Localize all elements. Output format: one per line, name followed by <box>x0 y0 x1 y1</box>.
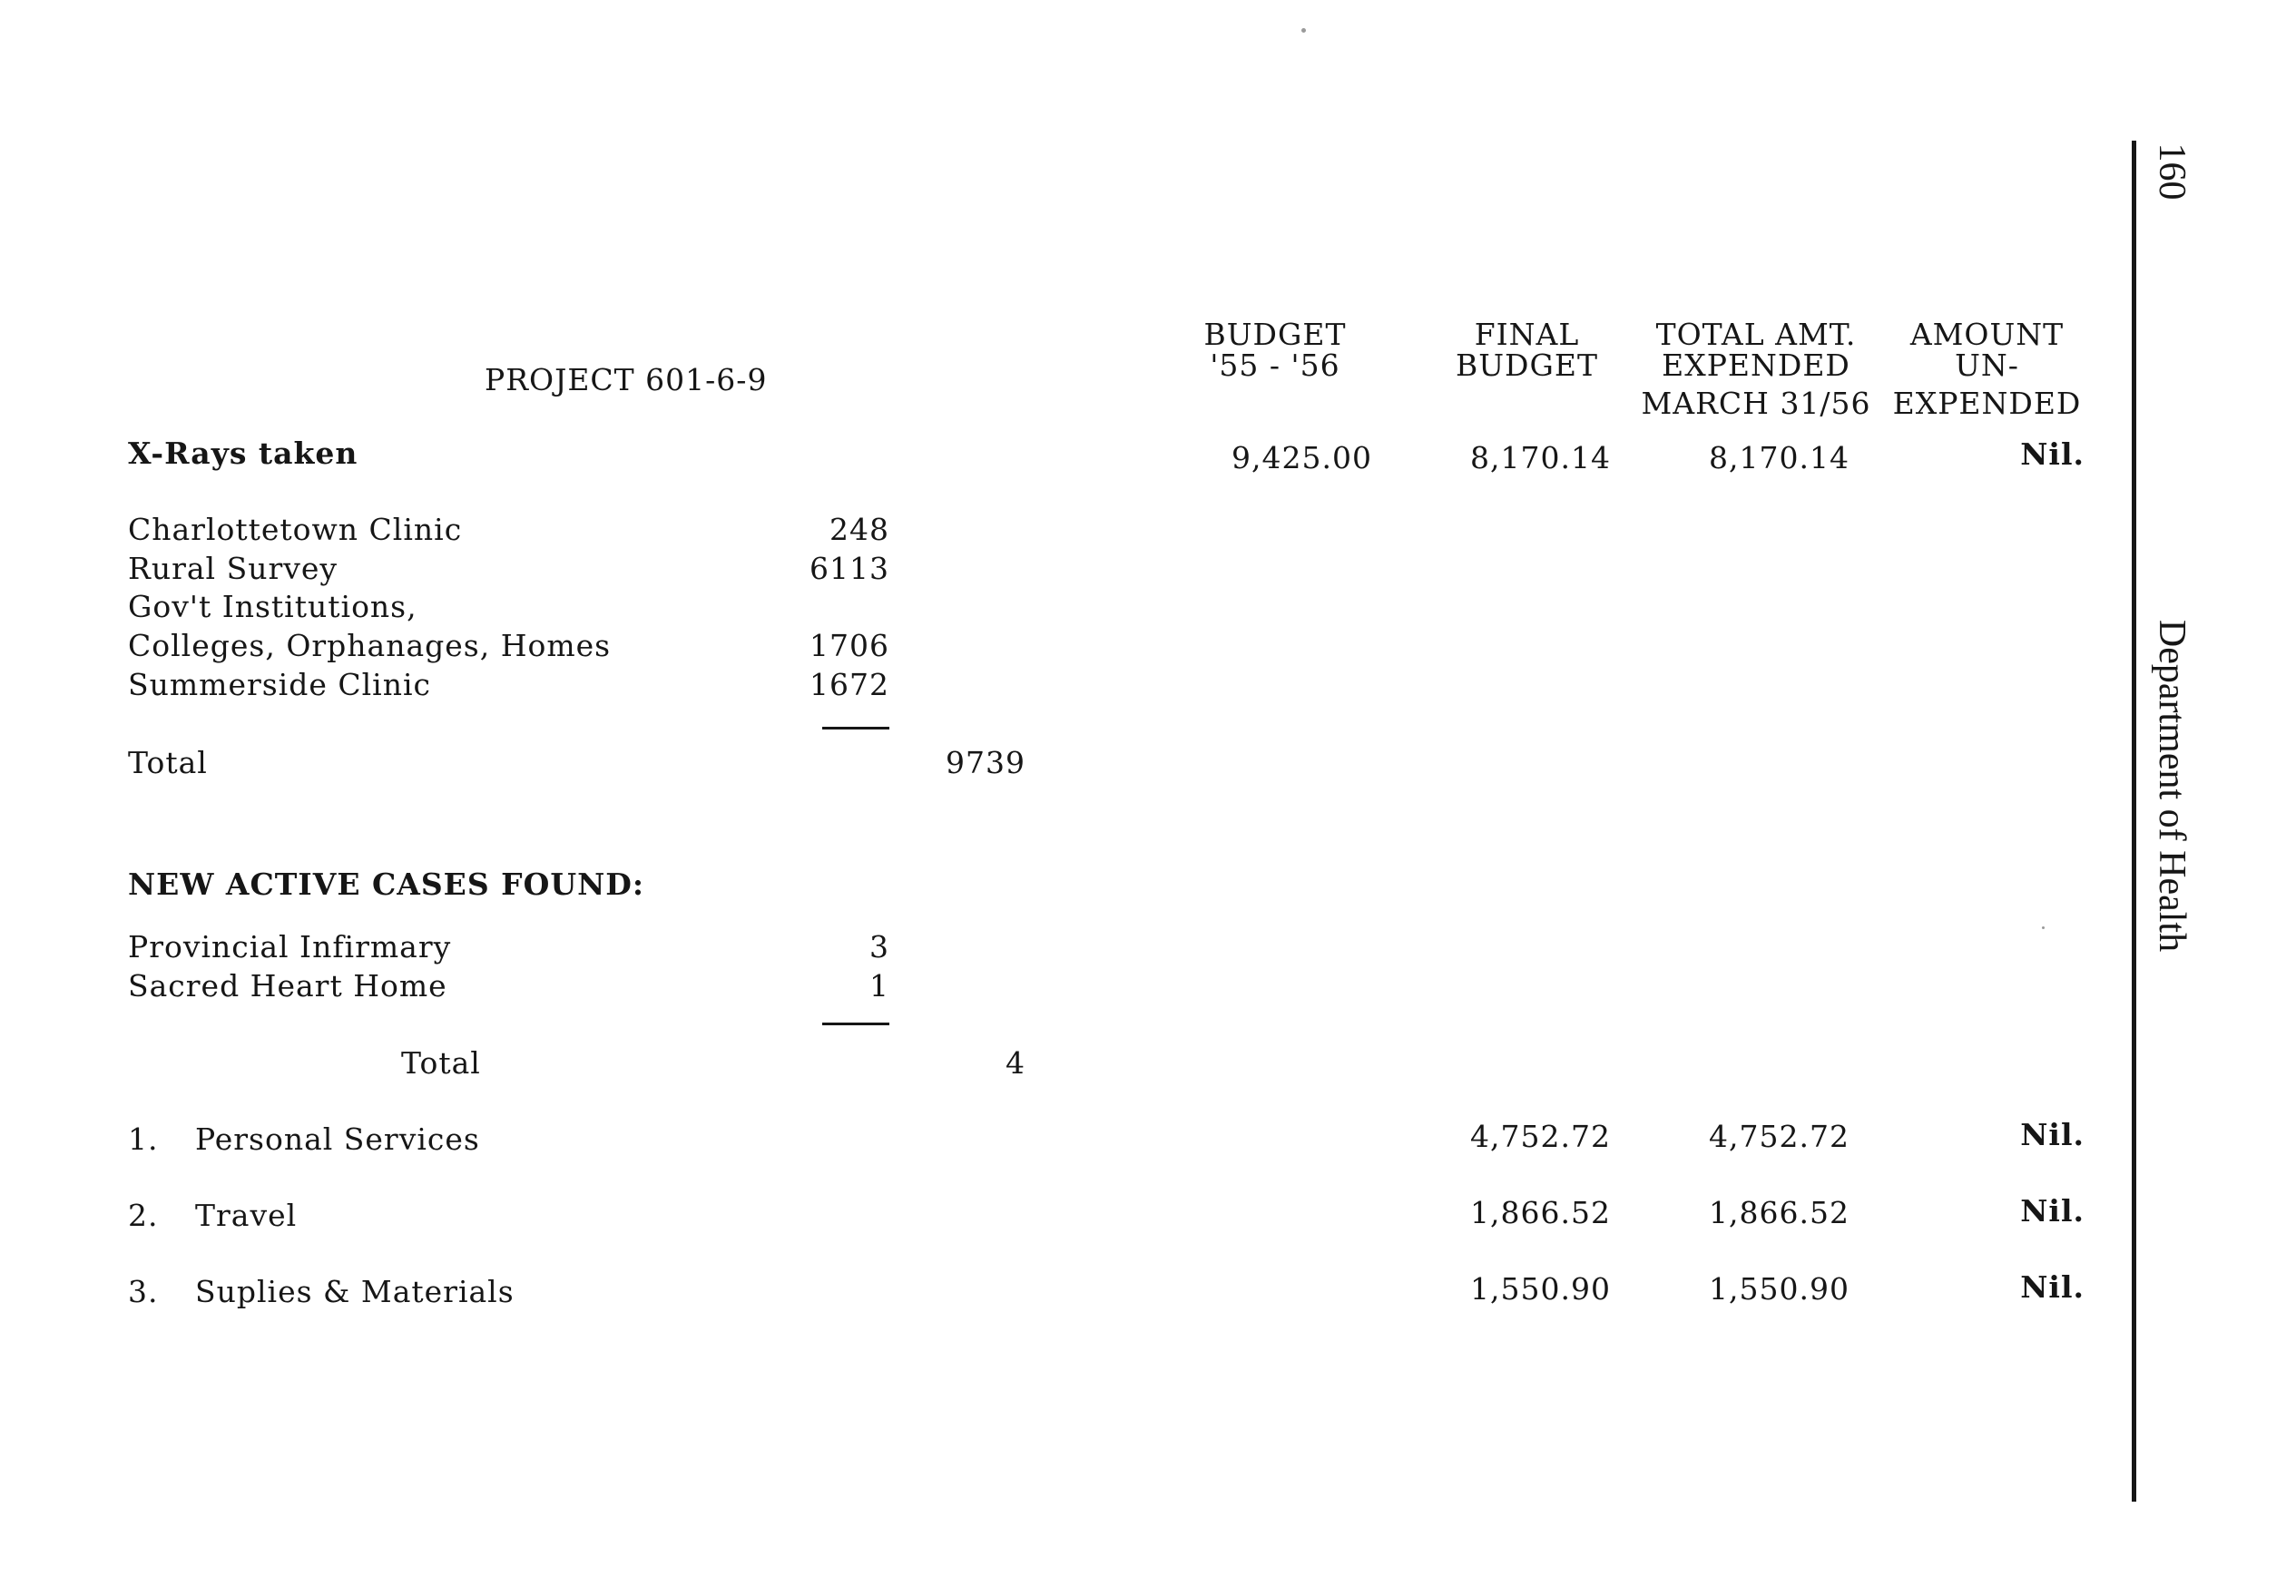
list-item-value: 6113 <box>809 551 889 586</box>
column-header-line: BUDGET <box>1456 348 1598 383</box>
column-header-line: AMOUNT <box>1909 317 2065 352</box>
expense-final-budget: 1,866.52 <box>1470 1195 1611 1230</box>
expense-expended: 1,550.90 <box>1709 1271 1850 1307</box>
list-item-label: Summerside Clinic <box>128 667 432 702</box>
xrays-total-value: 9739 <box>946 745 1025 780</box>
expense-label: Suplies & Materials <box>195 1274 515 1309</box>
column-header-line: EXPENDED <box>1892 386 2082 421</box>
column-header-line: EXPENDED <box>1662 348 1850 383</box>
column-header-line: '55 - '56 <box>1210 348 1340 383</box>
list-item-value: 1706 <box>809 628 889 663</box>
expense-expended: 4,752.72 <box>1709 1119 1850 1154</box>
xrays-budget-value: 9,425.00 <box>1231 440 1372 475</box>
expense-final-budget: 4,752.72 <box>1470 1119 1611 1154</box>
xrays-total-label: Total <box>128 745 208 780</box>
list-item-value: 1 <box>869 968 889 1004</box>
list-item-label: Colleges, Orphanages, Homes <box>128 628 612 663</box>
column-header-line: FINAL <box>1474 317 1580 352</box>
xrays-final-budget-value: 8,170.14 <box>1470 440 1611 475</box>
expense-label: Travel <box>195 1198 298 1233</box>
expense-unexpended: Nil. <box>2020 1117 2085 1152</box>
margin-rule <box>2132 141 2136 1502</box>
expense-unexpended: Nil. <box>2020 1269 2085 1305</box>
expense-number: 1. <box>128 1121 159 1157</box>
scan-speck <box>1301 28 1306 33</box>
subtotal-rule <box>822 727 889 729</box>
column-header-line: BUDGET <box>1203 317 1347 352</box>
list-item-label: Charlottetown Clinic <box>128 512 463 547</box>
subtotal-rule <box>822 1023 889 1025</box>
running-head: Department of Health <box>2151 619 2193 953</box>
expense-number: 2. <box>128 1198 159 1233</box>
xrays-heading: X-Rays taken <box>128 436 358 471</box>
expense-expended: 1,866.52 <box>1709 1195 1850 1230</box>
list-item-label: Gov't Institutions, <box>128 589 417 624</box>
list-item-value: 248 <box>829 512 889 547</box>
xrays-unexpended-value: Nil. <box>2020 436 2085 472</box>
expense-final-budget: 1,550.90 <box>1470 1271 1611 1307</box>
page-number: 160 <box>2151 142 2193 201</box>
list-item-value: 3 <box>869 929 889 964</box>
cases-total-value: 4 <box>1006 1045 1025 1081</box>
xrays-expended-value: 8,170.14 <box>1709 440 1850 475</box>
column-header-line: UN- <box>1955 348 2019 383</box>
list-item-value: 1672 <box>809 667 889 702</box>
list-item-label: Rural Survey <box>128 551 339 586</box>
cases-heading: NEW ACTIVE CASES FOUND: <box>128 867 645 902</box>
expense-number: 3. <box>128 1274 159 1309</box>
cases-total-label: Total <box>401 1045 481 1081</box>
expense-unexpended: Nil. <box>2020 1193 2085 1229</box>
expense-label: Personal Services <box>195 1121 480 1157</box>
list-item-label: Sacred Heart Home <box>128 968 447 1004</box>
project-title: PROJECT 601-6-9 <box>485 362 768 397</box>
column-header-line: MARCH 31/56 <box>1641 386 1871 421</box>
column-header-line: TOTAL AMT. <box>1655 317 1857 352</box>
scan-speck <box>2042 926 2045 929</box>
list-item-label: Provincial Infirmary <box>128 929 452 964</box>
